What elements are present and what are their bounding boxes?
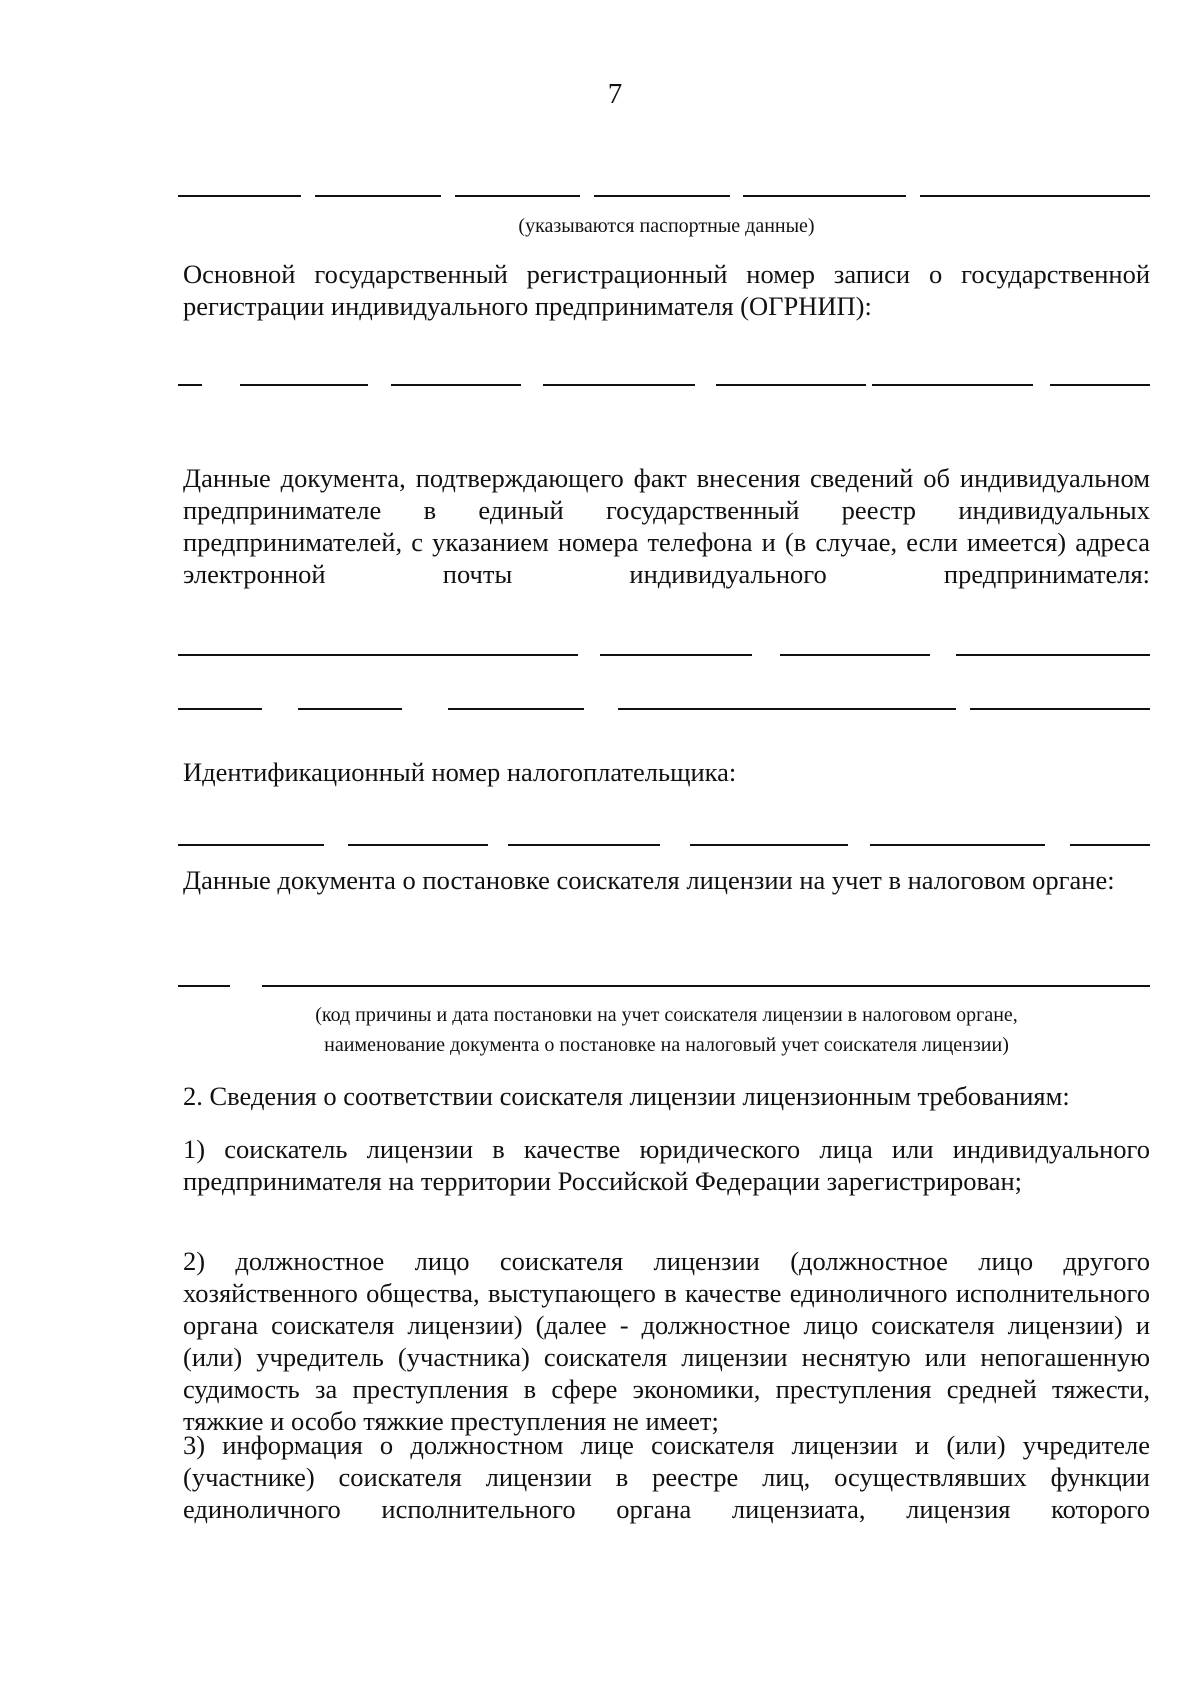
passport-fill-line[interactable] [178, 195, 1150, 197]
egrip-fill-line-2[interactable] [178, 708, 1150, 710]
ogrnip-label: Основной государственный регистрационный номер записи о государственной регистрации индивидуального предпринимателя (ОГРНИП): [183, 259, 1150, 321]
inn-label: Идентификационный номер налогоплательщика: [183, 757, 737, 787]
line-segment [298, 708, 402, 710]
line-segment [240, 384, 368, 386]
egrip-fill-line-1[interactable] [178, 654, 1150, 656]
section2-item1: 1) соискатель лицензии в качестве юридического лица или индивидуального предпринимателя на территории Российской Федерации зарегистрирован; [183, 1134, 1150, 1196]
line-segment [1070, 844, 1150, 846]
line-segment [716, 384, 866, 386]
line-segment [315, 195, 441, 197]
line-segment [594, 195, 730, 197]
line-segment [448, 708, 584, 710]
line-segment [956, 654, 1150, 656]
line-segment [178, 654, 578, 656]
line-segment [743, 195, 906, 197]
line-segment [262, 985, 1150, 987]
line-segment [543, 384, 695, 386]
line-segment [348, 844, 488, 846]
passport-caption: (указываются паспортные данные) [518, 215, 815, 237]
line-segment [391, 384, 521, 386]
line-segment [508, 844, 660, 846]
section2-item2: 2) должностное лицо соискателя лицензии (должностное лицо другого хозяйственного общества, выступающего в качестве единоличного исполнительного органа соискателя лицензии) (далее - должностное лицо соискателя лицензии) и (или) учредитель (участника) соискателя лицензии неснятую или непогашенную судимость за преступления в сфере экономики, преступления средней тяжести, тяжкие и особо тяжкие преступления не имеет; [183, 1246, 1150, 1436]
line-segment [690, 844, 848, 846]
line-segment [872, 384, 1033, 386]
tax-registration-caption-line2: наименование документа о постановке на налоговый учет соискателя лицензии) [324, 1034, 1009, 1056]
line-segment [178, 985, 230, 987]
line-segment [455, 195, 580, 197]
line-segment [870, 844, 1045, 846]
inn-fill-line[interactable] [178, 844, 1150, 846]
tax-registration-label: Данные документа о постановке соискателя лицензии на учет в налоговом органе: [183, 865, 1115, 895]
line-segment [780, 654, 930, 656]
section2-item3: 3) информация о должностном лице соискателя лицензии и (или) учредителе (участнике) соискателя лицензии в реестре лиц, осуществлявших функции единоличного исполнительного органа лицензиата, лицензия которого [183, 1430, 1150, 1524]
line-segment [178, 384, 202, 386]
tax-registration-caption-line1: (код причины и дата постановки на учет соискателя лицензии в налоговом органе, [315, 1004, 1018, 1026]
egrip-document-label: Данные документа, подтверждающего факт внесения сведений об индивидуальном предпринимателе в единый государственный реестр индивидуальных предпринимателей, с указанием номера телефона и (в случае, если имеется) адреса электронной почты индивидуального предпринимателя: [183, 463, 1150, 589]
line-segment [178, 708, 262, 710]
line-segment [920, 195, 1150, 197]
ogrnip-fill-line[interactable] [178, 384, 1150, 386]
line-segment [970, 708, 1150, 710]
line-segment [600, 654, 752, 656]
line-segment [178, 844, 324, 846]
line-segment [1050, 384, 1150, 386]
page-number: 7 [607, 78, 623, 110]
line-segment [618, 708, 956, 710]
section2-heading: 2. Сведения о соответствии соискателя лицензии лицензионным требованиям: [183, 1081, 1070, 1111]
line-segment [178, 195, 301, 197]
tax-registration-fill-line[interactable] [178, 985, 1150, 987]
